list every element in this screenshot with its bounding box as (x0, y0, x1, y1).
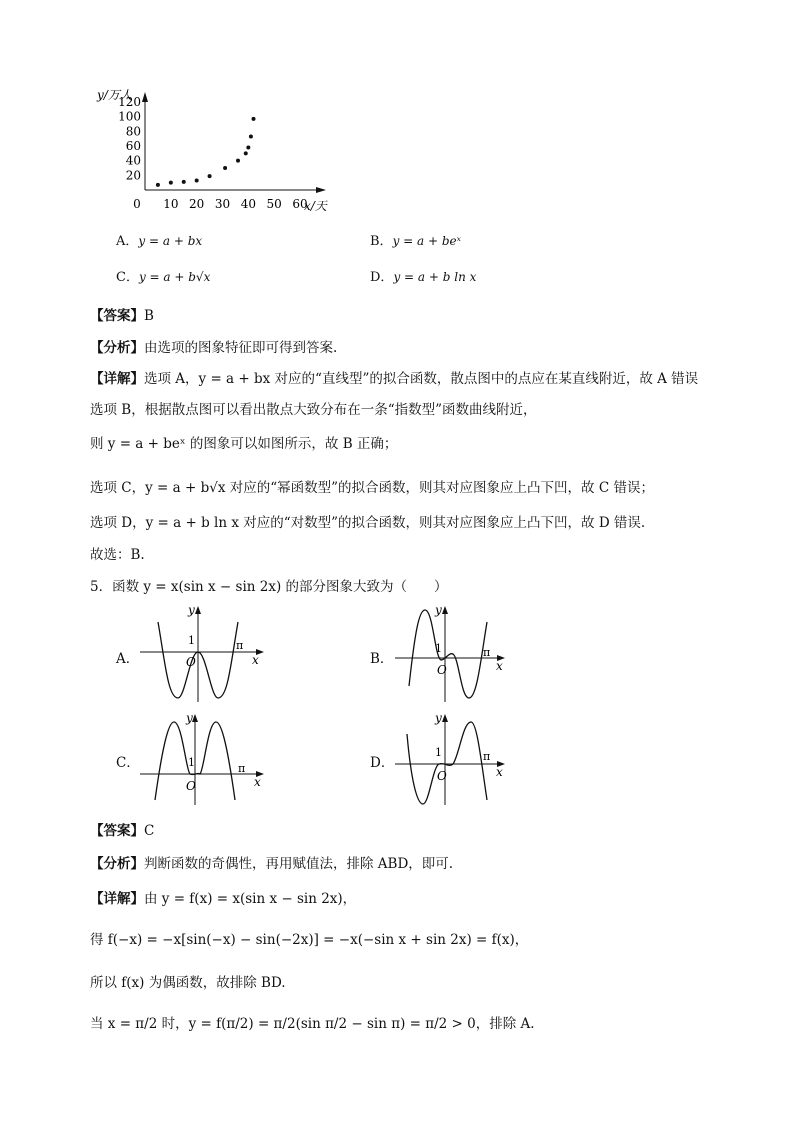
q5-label-c: C． (116, 755, 140, 771)
graph-a-y: y (188, 603, 195, 617)
graph-d-pi: π (483, 750, 491, 763)
x-tick-label: 40 (240, 197, 256, 211)
q4-detail-1 (90, 371, 698, 387)
answer-tag: 【答案】 (90, 823, 144, 839)
x-axis-label: x/天 (304, 199, 327, 213)
y-tick-label: 120 (118, 95, 141, 109)
q5-detail-1 (90, 891, 356, 907)
graph-d-one: 1 (435, 746, 442, 759)
scatter-point (252, 117, 256, 121)
option-c-formula: y = a + b√x (138, 270, 211, 284)
detail-tag: 【详解】 (90, 891, 144, 907)
q5-detail-3: 所以 f(x) 为偶函数，故排除 BD. (90, 975, 286, 991)
graph-c-x: x (254, 775, 261, 789)
y-tick-label: 80 (125, 124, 141, 139)
q4-detail-4: 选项 C，y = a + b√x 对应的“幂函数型”的拟合函数，则其对应图象应上凸下凹，故 C 错误； (90, 480, 654, 496)
q4-option-b (370, 233, 461, 250)
scatter-point (208, 174, 212, 178)
scatter-point (223, 166, 227, 170)
scatter-chart (90, 82, 340, 217)
detail-line: 由 y = f(x) = x(sin x − sin 2x)， (144, 891, 357, 907)
option-b-formula: y = a + beˣ (392, 234, 461, 248)
q5-analysis (90, 856, 453, 872)
x-tick-label: 10 (163, 197, 179, 211)
scatter-point (195, 178, 199, 182)
detail-tag: 【详解】 (90, 371, 144, 387)
answer-value: C (144, 823, 155, 839)
y-tick-label: 40 (125, 153, 141, 168)
answer-tag: 【答案】 (90, 308, 144, 324)
graph-b-x: x (496, 659, 503, 673)
x-axis-arrow (316, 187, 326, 193)
q4-answer (90, 308, 154, 324)
y-axis-arrow (142, 92, 148, 102)
detail-line: 选项 A，y = a + bx 对应的“直线型”的拟合函数，散点图中的点应在某直线附近，故 A 错误 (144, 371, 699, 387)
x-tick-label: 30 (214, 197, 231, 211)
q4-option-c (116, 269, 210, 286)
x-tick-label: 50 (266, 197, 282, 211)
graph-c-pi: π (238, 762, 246, 775)
graph-c-y: y (186, 711, 193, 725)
q4-detail-3: 则 y = a + beˣ 的图象可以如图所示，故 B 正确； (90, 436, 398, 452)
option-a-formula: y = a + bx (138, 234, 203, 248)
y-tick-label: 60 (125, 139, 141, 153)
x-tick-label: 0 (133, 197, 141, 211)
q5-stem: 5．函数 y = x(sin x − sin 2x) 的部分图象大致为（ ） (90, 579, 448, 595)
q4-option-d (370, 269, 476, 286)
option-a-label: A． (116, 234, 139, 249)
analysis-text: 判断函数的奇偶性，再用赋值法，排除 ABD，即可. (144, 856, 454, 872)
graph-b-o: O (437, 663, 447, 677)
graph-d-o: O (437, 769, 447, 783)
graph-d-x: x (496, 765, 503, 779)
q5-label-b: B． (370, 651, 394, 667)
y-axis-label: y/万人 (97, 88, 132, 102)
graph-a-o: O (186, 655, 196, 669)
q4-detail-5: 选项 D，y = a + b ln x 对应的“对数型”的拟合函数，则其对应图象应上凸下凹，故 D 错误. (90, 515, 646, 531)
option-d-label: D． (370, 270, 394, 285)
option-c-label: C． (116, 270, 139, 285)
answer-value: B (144, 308, 154, 324)
scatter-point (169, 181, 173, 185)
scatter-point (246, 145, 250, 149)
graph-a-one: 1 (188, 634, 195, 647)
q4-option-a (116, 233, 202, 250)
scatter-point (156, 183, 160, 187)
graph-c (140, 710, 265, 805)
analysis-tag: 【分析】 (90, 856, 144, 872)
graph-a (140, 602, 265, 702)
q5-label-a: A． (116, 651, 140, 667)
q5-label-d: D． (370, 755, 395, 771)
scatter-point (244, 151, 248, 155)
q5-detail-4: 当 x = π/2 时，y = f(π/2) = π/2(sin π/2 − sin π) = π/2 > 0，排除 A. (90, 1016, 535, 1032)
scatter-point (236, 159, 240, 163)
graph-d (395, 710, 510, 805)
graph-b-pi: π (483, 646, 491, 659)
analysis-text: 由选项的图象特征即可得到答案. (144, 340, 338, 356)
graph-c-o: O (186, 779, 196, 793)
graph-a-x: x (252, 653, 259, 667)
graph-a-pi: π (236, 639, 244, 652)
y-tick-label: 100 (118, 109, 141, 124)
q4-detail-2: 选项 B，根据散点图可以看出散点大致分布在一条“指数型”函数曲线附近， (90, 402, 537, 418)
graph-d-y: y (435, 711, 442, 725)
graph-c-one: 1 (188, 756, 195, 769)
analysis-tag: 【分析】 (90, 340, 144, 356)
q5-detail-2: 得 f(−x) = −x[sin(−x) − sin(−2x)] = −x(−sin x + sin 2x) = f(x)， (90, 932, 529, 948)
option-d-formula: y = a + b ln x (393, 270, 477, 284)
scatter-point (249, 134, 253, 138)
x-tick-label: 20 (189, 197, 205, 211)
graph-b-y: y (435, 603, 442, 617)
option-b-label: B． (370, 234, 393, 249)
x-tick-label: 60 (292, 197, 308, 211)
y-tick-label: 20 (125, 168, 141, 183)
q5-answer (90, 823, 154, 839)
q4-choose: 故选：B. (90, 547, 145, 563)
graph-b (395, 602, 510, 702)
scatter-point (182, 180, 186, 184)
q4-analysis (90, 340, 337, 356)
graph-b-one: 1 (435, 642, 442, 655)
